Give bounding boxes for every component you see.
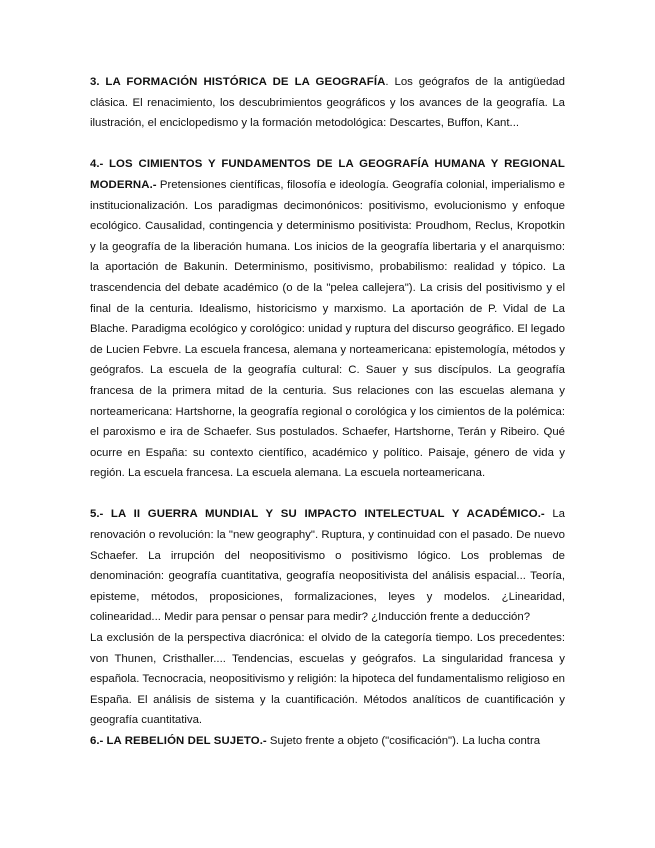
section-separator: .- (259, 735, 270, 747)
section-number: 3. (90, 76, 106, 88)
section-heading: LOS CIMIENTOS Y FUNDAMENTOS DE LA GEOGRAFÍA HUMANA Y REGIONAL MODERNA (90, 158, 565, 191)
section-separator: .- (149, 178, 160, 191)
section-body: Sujeto frente a objeto ("cosificación"). La lucha contra (269, 735, 541, 747)
section-number: 6.- (90, 735, 107, 747)
section-number: 4.- (90, 158, 109, 171)
section-paragraph (90, 504, 565, 628)
section-5 (90, 504, 565, 731)
section-separator: .- (537, 508, 553, 521)
section-body: Los geógrafos de la antigüedad clásica. El renacimiento, los descubrimientos geográficos y los avances de la geografía. La ilustración, el enciclopedismo y la formación metodológica: Descartes, Buffon, Kant... (90, 76, 565, 130)
section-3 (90, 72, 565, 134)
section-body: Pretensiones científicas, filosofía e ideología. Geografía colonial, imperialismo e institucionalización. Los paradigmas decimonónicos: positivismo, evolucionismo y enfoque ecológico. Causalidad, contingencia y determinismo positivista: Proudhom, Reclus, Kropotkin y la geografía de la liberación humana. Los inicios de la geografía libertaria y el anarquismo: la aportación de Bakunin. Determinismo, positivismo, probabilismo: realidad y tópico. La trascendencia del debate académico (o de la "pelea callejera"). La crisis del positivismo y el final de la centuria. Idealismo, historicismo y marxismo. La aportación de P. Vidal de La Blache. Paradigma ecológico y corológico: unidad y ruptura del discurso geográfico. El legado de Lucien Febvre. La escuela francesa, alemana y norteamericana: epistemología, métodos y geógrafos. La escuela de la geografía cultural: C. Sauer y sus discípulos. La geografía francesa de la primera mitad de la centuria. Sus relaciones con las escuelas alemana y norteamericana: Hartshorne, la geografía regional o corológica y los cimientos de la polémica: el paroxismo e ira de Schaefer. Sus postulados. Schaefer, Hartshorne, Terán y Ribeiro. Qué ocurre en España: su contexto científico, académico y político. Paisaje, género de vida y región. La escuela francesa. La escuela alemana. La escuela norteamericana. (90, 178, 565, 480)
section-4 (90, 154, 565, 484)
section-heading: LA II GUERRA MUNDIAL Y SU IMPACTO INTELECTUAL Y ACADÉMICO (110, 508, 538, 521)
section-paragraph-continued: La exclusión de la perspectiva diacrónica: el olvido de la categoría tiempo. Los precedentes: von Thunen, Cristhaller.... Tendencias, escuelas y geógrafos. La singularidad francesa y española. Tecnocracia, neopositivismo y religión: la hipoteca del fundamentalismo religioso en España. El análisis de sistema y la cuantificación. Métodos analíticos de cuantificación y geografía cuantitativa. (90, 632, 565, 727)
section-heading: LA REBELIÓN DEL SUJETO (106, 735, 260, 747)
section-heading: LA FORMACIÓN HISTÓRICA DE LA GEOGRAFÍA (105, 76, 386, 88)
document-page (90, 72, 565, 752)
section-number: 5.- (90, 508, 111, 521)
section-body: La renovación o revolución: la "new geography". Ruptura, y continuidad con el pasado. De nuevo Schaefer. La irrupción del neopositivismo o positivismo lógico. Los problemas de denominación: geografía cuantitativa, geografía neopositivista del análisis espacial... Teoría, episteme, métodos, proposiciones, formalizaciones, leyes y modelos. ¿Linearidad, colinearidad... Medir para pensar o pensar para medir? ¿Inducción frente a deducción? (90, 508, 566, 624)
section-6 (90, 731, 565, 752)
section-separator: . (385, 76, 395, 88)
